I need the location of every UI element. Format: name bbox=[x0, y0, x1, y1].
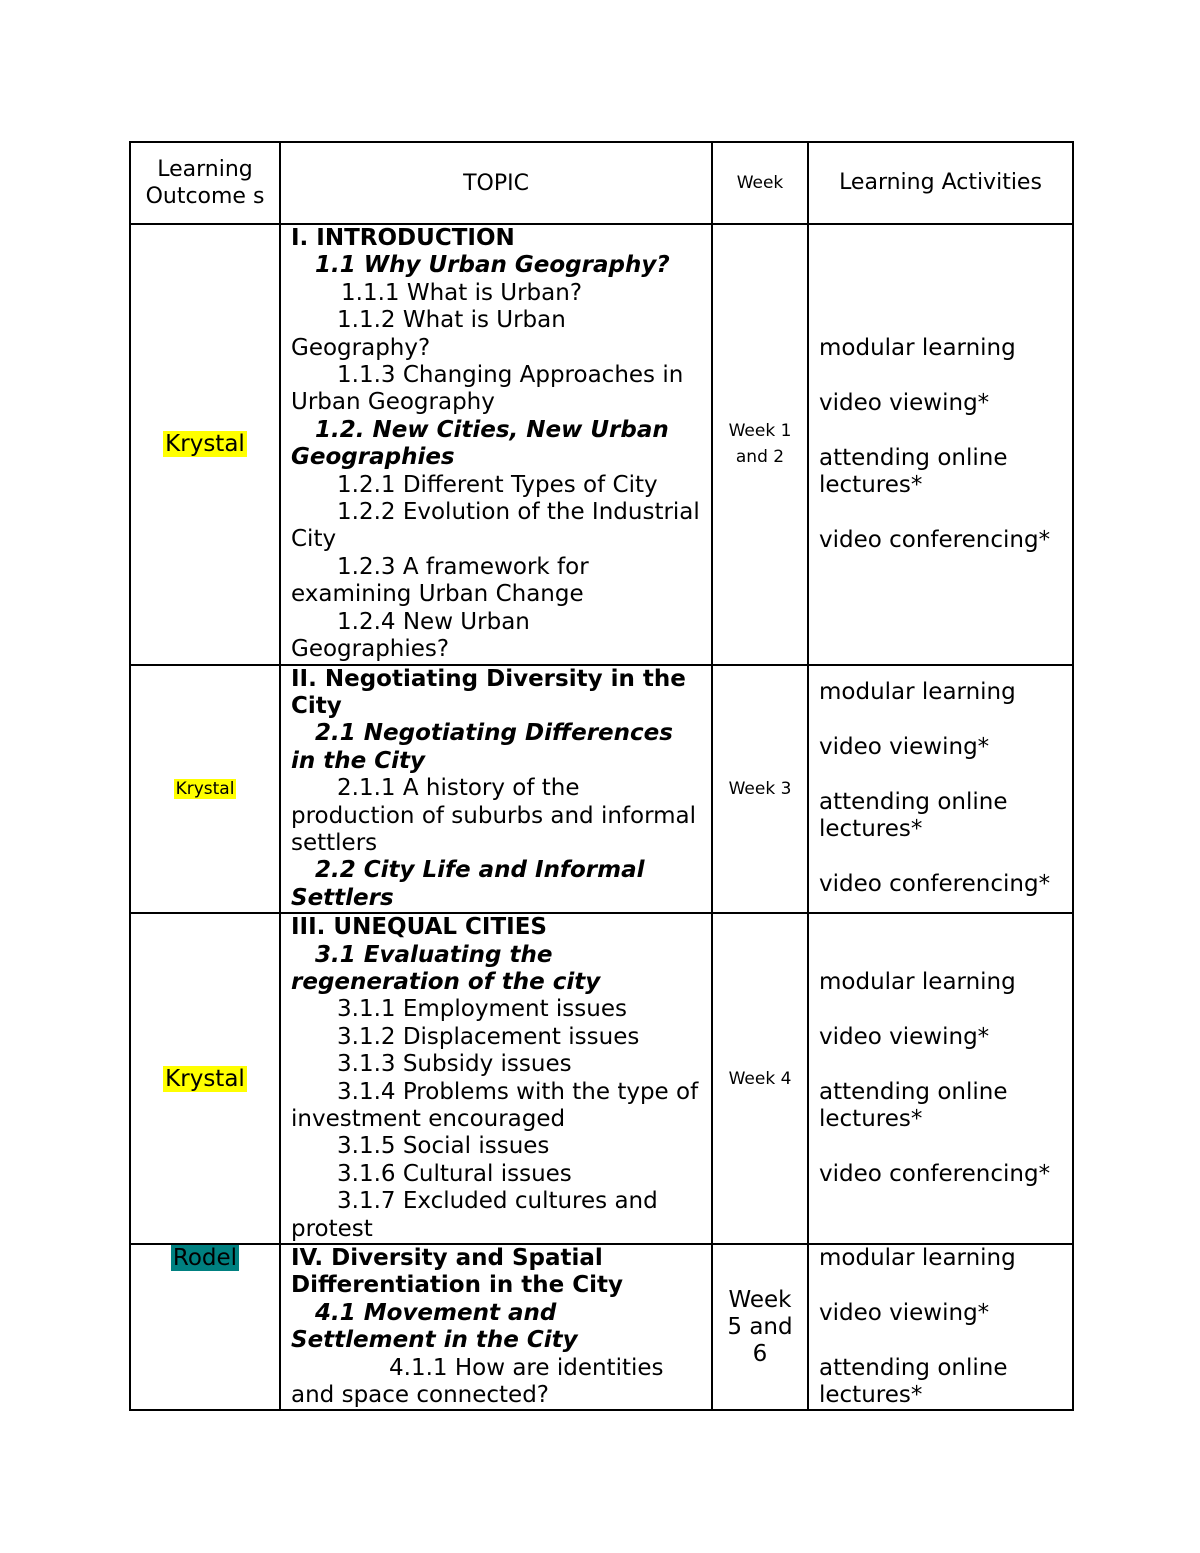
activities-cell bbox=[808, 665, 1073, 914]
activities-cell bbox=[808, 1244, 1073, 1410]
activities-cell bbox=[808, 913, 1073, 1244]
topic-cell bbox=[280, 665, 712, 914]
topic-heading: III. UNEQUAL CITIES bbox=[291, 914, 547, 941]
outcome-name: Krystal bbox=[165, 431, 245, 458]
activity-item: video conferencing* bbox=[819, 871, 1051, 898]
activity-item: attending online lectures* bbox=[819, 1355, 1008, 1409]
table-row bbox=[130, 913, 1073, 1244]
activity-item: video viewing* bbox=[819, 389, 990, 416]
topic-item: 1.2.2 Evolution of the Industrial City bbox=[291, 499, 700, 553]
activity-item: video viewing* bbox=[819, 1300, 990, 1327]
subtopic: 1.1 Why Urban Geography? bbox=[315, 252, 670, 279]
week-cell: Week 1 and 2 bbox=[712, 224, 808, 665]
header-learning-activities: Learning Activities bbox=[808, 142, 1073, 224]
week-cell: Week 5 and 6 bbox=[712, 1244, 808, 1410]
subtopic: 3.1 Evaluating the regeneration of the city bbox=[291, 941, 601, 995]
topic-item: 1.1.2 What is Urban Geography? bbox=[291, 307, 566, 361]
activity-item: attending online lectures* bbox=[819, 444, 1008, 498]
subtopic: 2.1 Negotiating Differences in the City bbox=[291, 720, 673, 774]
activity-item: modular learning bbox=[819, 334, 1016, 361]
subtopic: 2.2 City Life and Informal Settlers bbox=[291, 857, 645, 911]
activity-item: modular learning bbox=[819, 969, 1016, 996]
topic-item: 3.1.1 Employment issues bbox=[337, 996, 627, 1023]
topic-heading: IV. Diversity and Spatial Differentiation in the City bbox=[291, 1245, 623, 1299]
subtopic: 1.2. New Cities, New Urban Geographies bbox=[291, 416, 669, 471]
activity-item: attending online lectures* bbox=[819, 1079, 1008, 1133]
activity-item: video conferencing* bbox=[819, 1161, 1051, 1188]
topic-item: 2.1.1 A history of the production of suburbs and informal settlers bbox=[291, 775, 697, 856]
outcome-cell bbox=[130, 665, 280, 914]
topic-item: 3.1.5 Social issues bbox=[337, 1133, 550, 1160]
activity-item: modular learning bbox=[819, 1245, 1016, 1272]
topic-item: 3.1.3 Subsidy issues bbox=[337, 1051, 572, 1078]
outcome-cell bbox=[130, 913, 280, 1244]
activity-item: video conferencing* bbox=[819, 526, 1051, 553]
activities-cell bbox=[808, 224, 1073, 665]
activity-item: modular learning bbox=[819, 679, 1016, 706]
outcome-name: Krystal bbox=[165, 1065, 245, 1092]
activity-item: attending online lectures* bbox=[819, 789, 1008, 843]
topic-item: 3.1.7 Excluded cultures and protest bbox=[291, 1188, 658, 1242]
activity-item: video viewing* bbox=[819, 734, 990, 761]
topic-item: 3.1.6 Cultural issues bbox=[337, 1160, 572, 1187]
outcome-name: Krystal bbox=[175, 778, 235, 799]
activity-item: video viewing* bbox=[819, 1024, 990, 1051]
topic-item: 1.2.4 New Urban Geographies? bbox=[291, 608, 530, 663]
topic-item: 1.2.3 A framework for examining Urban Change bbox=[291, 553, 589, 608]
topic-item: 1.1.1 What is Urban? bbox=[341, 279, 583, 306]
table-row bbox=[130, 224, 1073, 665]
topic-heading: I. INTRODUCTION bbox=[291, 225, 515, 251]
topic-cell bbox=[280, 224, 712, 665]
table-row bbox=[130, 665, 1073, 914]
topic-cell bbox=[280, 913, 712, 1244]
week-cell: Week 3 bbox=[712, 665, 808, 914]
topic-cell bbox=[280, 1244, 712, 1410]
header-week: Week bbox=[712, 142, 808, 224]
header-topic: TOPIC bbox=[280, 142, 712, 224]
outcome-cell bbox=[130, 224, 280, 665]
topic-item: 3.1.4 Problems with the type of investment encouraged bbox=[291, 1078, 699, 1132]
topic-item: 4.1.1 How are identities and space connected? bbox=[291, 1354, 664, 1409]
outcome-cell bbox=[130, 1244, 280, 1410]
header-row bbox=[130, 142, 1073, 224]
course-outline-table bbox=[129, 141, 1074, 1411]
topic-item: 3.1.2 Displacement issues bbox=[337, 1023, 640, 1050]
topic-heading: II. Negotiating Diversity in the City bbox=[291, 665, 686, 719]
table-row bbox=[130, 1244, 1073, 1410]
week-cell: Week 4 bbox=[712, 913, 808, 1244]
subtopic: 4.1 Movement and Settlement in the City bbox=[291, 1299, 578, 1354]
header-learning-outcomes: Learning Outcome s bbox=[130, 142, 280, 224]
topic-item: 1.2.1 Different Types of City bbox=[337, 471, 658, 498]
topic-item: 1.1.3 Changing Approaches in Urban Geography bbox=[291, 362, 684, 416]
outcome-name: Rodel bbox=[172, 1245, 238, 1272]
